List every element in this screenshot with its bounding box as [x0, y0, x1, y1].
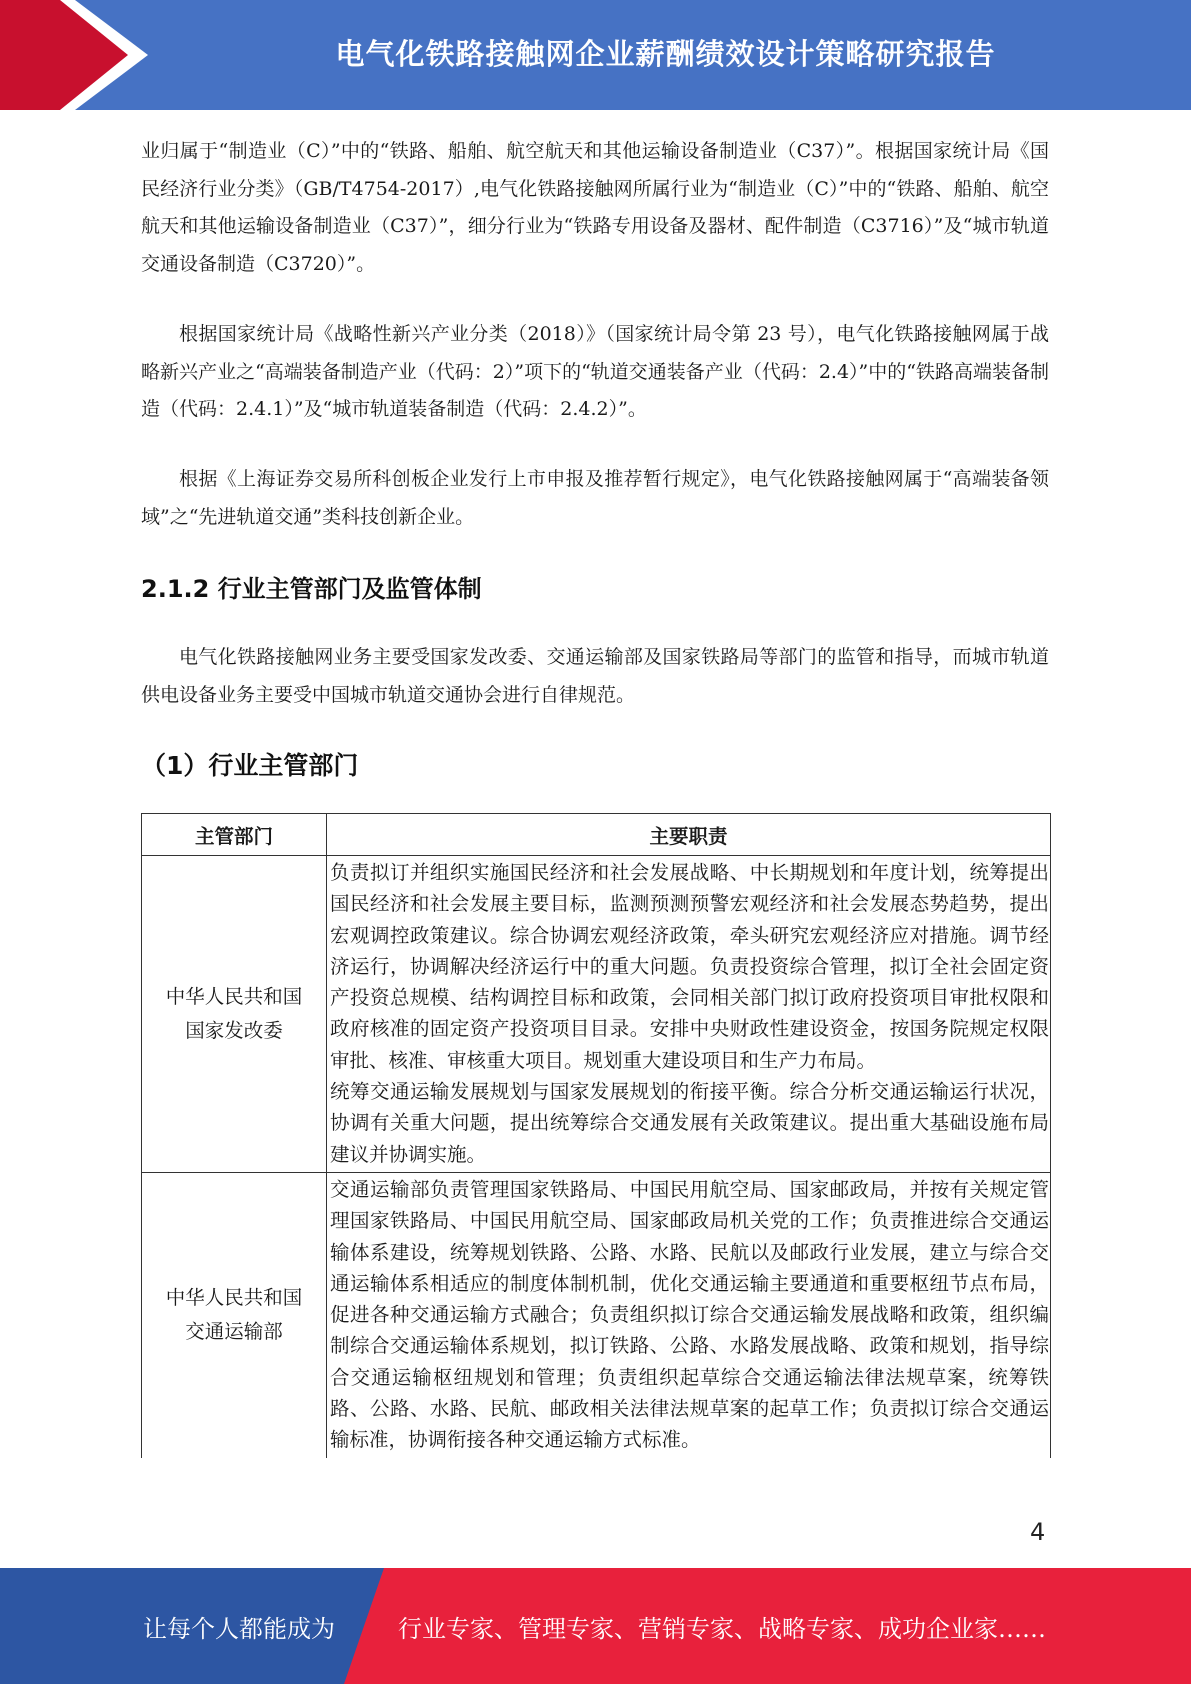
body-section-4 [141, 639, 1049, 714]
table-cell-dept [142, 856, 327, 1173]
body-section-2 [141, 316, 1049, 429]
table-cell-duty [327, 1172, 1051, 1457]
table-cell-duty [327, 856, 1051, 1173]
footer-banner [0, 1568, 1191, 1684]
footer-slogan-left: 让每个人都能成为 [143, 1614, 335, 1643]
dept-name-line: 交通运输部 [185, 1320, 283, 1344]
footer-slogan-right: 行业专家、管理专家、营销专家、战略专家、成功企业家…… [398, 1614, 1046, 1643]
body-section-1 [141, 133, 1049, 283]
dept-name-line: 中华人民共和国 [165, 984, 303, 1008]
paragraph-star-market: 根据《上海证券交易所科创板企业发行上市申报及推荐暂行规定》，电气化铁路接触网属于“高端装备领域”之“先进轨道交通”类科技创新企业。 [141, 468, 1049, 528]
table-row [142, 856, 1051, 1173]
duty-text: 负责拟订并组织实施国民经济和社会发展战略、中长期规划和年度计划，统筹提出国民经济和社会发展主要目标，监测预测预警宏观经济和社会发展态势趋势，提出宏观调控政策建议。综合协调宏观经济政策，牵头研究宏观经济应对措施。调节经济运行，协调解决经济运行中的重大问题。负责投资综合管理，拟订全社会固定资产投资总规模、结构调控目标和政策，会同相关部门拟订政府投资项目审批权限和政府核准的固定资产投资项目目录。安排中央财政性建设资金，按国务院规定权限审批、核准、审核重大项目。规划重大建设项目和生产力布局。 [330, 861, 1049, 1072]
table-header-dept: 主管部门 [142, 814, 327, 856]
header-banner [0, 0, 1191, 110]
table-header-duty: 主要职责 [327, 814, 1051, 856]
duty-text: 交通运输部负责管理国家铁路局、中国民用航空局、国家邮政局，并按有关规定管理国家铁路局、中国民用航空局、国家邮政局机关党的工作；负责推进综合交通运输体系建设，统筹规划铁路、公路、水路、民航以及邮政行业发展，建立与综合交通运输体系相适应的制度体制机制，优化交通运输主要通道和重要枢纽节点布局，促进各种交通运输方式融合；负责组织拟订综合交通运输发展战略和政策，组织编制综合交通运输体系规划，拟订铁路、公路、水路发展战略、政策和规划，指导综合交通运输枢纽规划和管理；负责组织起草综合交通运输法律法规草案，统筹铁路、公路、水路、民航、邮政相关法律法规草案的起草工作；负责拟订综合交通运输标准，协调衔接各种交通运输方式标准。 [330, 1177, 1049, 1452]
table-row [142, 1172, 1051, 1457]
dept-name-line: 国家发改委 [185, 1018, 283, 1042]
page-number: 4 [1030, 1518, 1046, 1546]
authority-table [141, 813, 1051, 1458]
table-header-row [142, 814, 1051, 856]
paragraph-regulation: 电气化铁路接触网业务主要受国家发改委、交通运输部及国家铁路局等部门的监管和指导，而城市轨道供电设备业务主要受中国城市轨道交通协会进行自律规范。 [141, 646, 1049, 706]
dept-name-line: 中华人民共和国 [165, 1286, 303, 1310]
paragraph-industry-classification: 业归属于“制造业（C）”中的“铁路、船舶、航空航天和其他运输设备制造业（C37）”。根据国家统计局《国民经济行业分类》（GB/T4754-2017）,电气化铁路接触网所属行业为“制造业（C）”中的“铁路、船舶、航空航天和其他运输设备制造业（C37）”，细分行业为“铁路专用设备及器材、配件制造（C3716）”及“城市轨道交通设备制造（C3720）”。 [141, 140, 1049, 275]
report-title: 电气化铁路接触网企业薪酬绩效设计策略研究报告 [335, 36, 996, 71]
section-heading: 2.1.2 行业主管部门及监管体制 [141, 575, 482, 603]
duty-text: 统筹交通运输发展规划与国家发展规划的衔接平衡。综合分析交通运输运行状况，协调有关重大问题，提出统筹综合交通发展有关政策建议。提出重大基础设施布局建议并协调实施。 [330, 1080, 1049, 1166]
table-cell-dept [142, 1172, 327, 1457]
subsection-heading: （1）行业主管部门 [141, 751, 359, 780]
body-section-3 [141, 461, 1049, 536]
paragraph-strategic-industry: 根据国家统计局《战略性新兴产业分类（2018）》（国家统计局令第 23 号），电气化铁路接触网属于战略新兴产业之“高端装备制造产业（代码：2）”项下的“轨道交通装备产业（代码：2.4）”中的“铁路高端装备制造（代码：2.4.1）”及“城市轨道装备制造（代码：2.4.2）”。 [141, 323, 1049, 420]
